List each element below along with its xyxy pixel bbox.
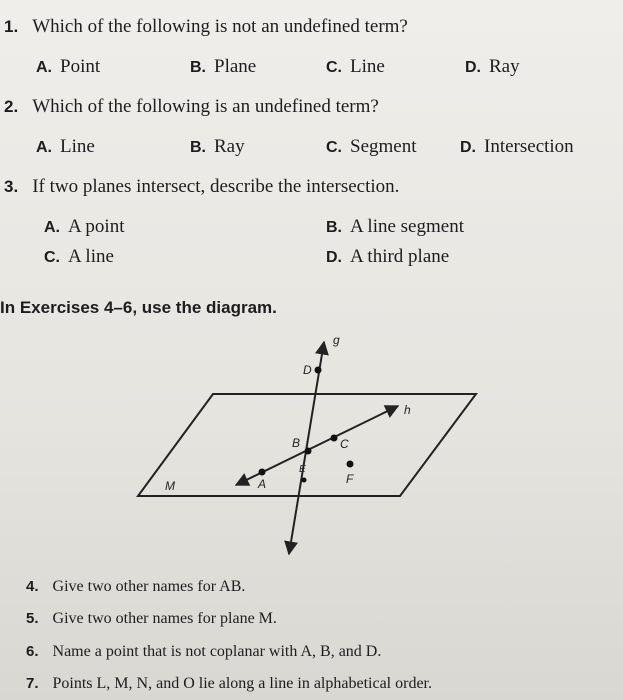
option-text: Segment [350, 136, 417, 157]
option-letter: B. [190, 59, 206, 76]
option-letter: D. [465, 59, 481, 76]
q3-option-b [326, 216, 464, 238]
point-b [305, 448, 312, 455]
q1-option-b [190, 56, 256, 78]
option-letter: B. [326, 219, 342, 236]
point-a [259, 469, 266, 476]
question-text: If two planes intersect, describe the intersection. [32, 176, 400, 197]
option-letter: C. [326, 59, 342, 76]
label-g: g [333, 333, 340, 347]
exercise-6 [26, 643, 381, 661]
geometry-diagram [0, 320, 623, 580]
exercise-text: Points L, M, N, and O lie along a line in alphabetical order. [52, 675, 432, 692]
option-letter: C. [326, 139, 342, 156]
option-letter: C. [44, 249, 60, 266]
q1-option-a [36, 56, 100, 78]
option-text: Point [60, 56, 101, 77]
q1-option-d [465, 56, 520, 78]
label-d: D [303, 363, 312, 377]
option-text: Line [350, 56, 385, 77]
option-text: A line segment [350, 216, 464, 237]
question-3 [4, 176, 399, 198]
exercise-5 [26, 610, 277, 628]
exercise-7 [26, 675, 432, 693]
label-c: C [340, 437, 349, 451]
q2-option-d [460, 136, 574, 158]
option-text: A third plane [350, 246, 450, 267]
label-h: h [404, 403, 411, 417]
q1-option-c [326, 56, 385, 78]
label-b: B [292, 436, 301, 450]
question-number: 3. [4, 177, 19, 196]
option-letter: B. [190, 139, 206, 156]
question-number: 2. [4, 97, 19, 116]
point-d [315, 367, 322, 374]
exercise-number: 5. [26, 610, 39, 627]
label-f: F [346, 472, 354, 486]
option-letter: A. [36, 139, 52, 156]
option-text: A line [68, 246, 114, 267]
option-text: A point [68, 216, 125, 237]
exercise-text: Give two other names for plane M. [52, 610, 277, 627]
option-text: Ray [214, 136, 245, 157]
question-text: Which of the following is an undefined term? [32, 96, 379, 117]
q2-option-b [190, 136, 245, 158]
q3-option-c [44, 246, 114, 268]
exercise-text: Give two other names for AB. [52, 578, 246, 595]
question-2 [4, 96, 379, 118]
label-a: A [258, 477, 267, 491]
option-letter: A. [44, 219, 60, 236]
question-number: 1. [4, 17, 19, 36]
label-m: M [165, 479, 175, 493]
option-text: Intersection [484, 136, 574, 157]
option-letter: A. [36, 59, 52, 76]
option-text: Plane [214, 56, 257, 77]
exercise-text: Name a point that is not coplanar with A, B, and D. [52, 643, 382, 660]
point-f [347, 461, 354, 468]
point-c [331, 435, 338, 442]
exercise-number: 7. [26, 675, 39, 692]
exercises-heading: In Exercises 4–6, use the diagram. [0, 298, 277, 317]
q2-option-c [326, 136, 417, 158]
point-e [302, 478, 307, 483]
label-e: E [299, 464, 306, 475]
question-1 [4, 16, 408, 38]
option-letter: D. [460, 139, 476, 156]
question-text: Which of the following is not an undefined term? [32, 16, 408, 37]
exercise-number: 4. [26, 578, 39, 595]
q2-option-a [36, 136, 95, 158]
option-letter: D. [326, 249, 342, 266]
option-text: Line [60, 136, 95, 157]
q3-option-a [44, 216, 124, 238]
exercise-4 [26, 578, 245, 596]
option-text: Ray [489, 56, 520, 77]
exercise-number: 6. [26, 643, 39, 660]
q3-option-d [326, 246, 449, 268]
